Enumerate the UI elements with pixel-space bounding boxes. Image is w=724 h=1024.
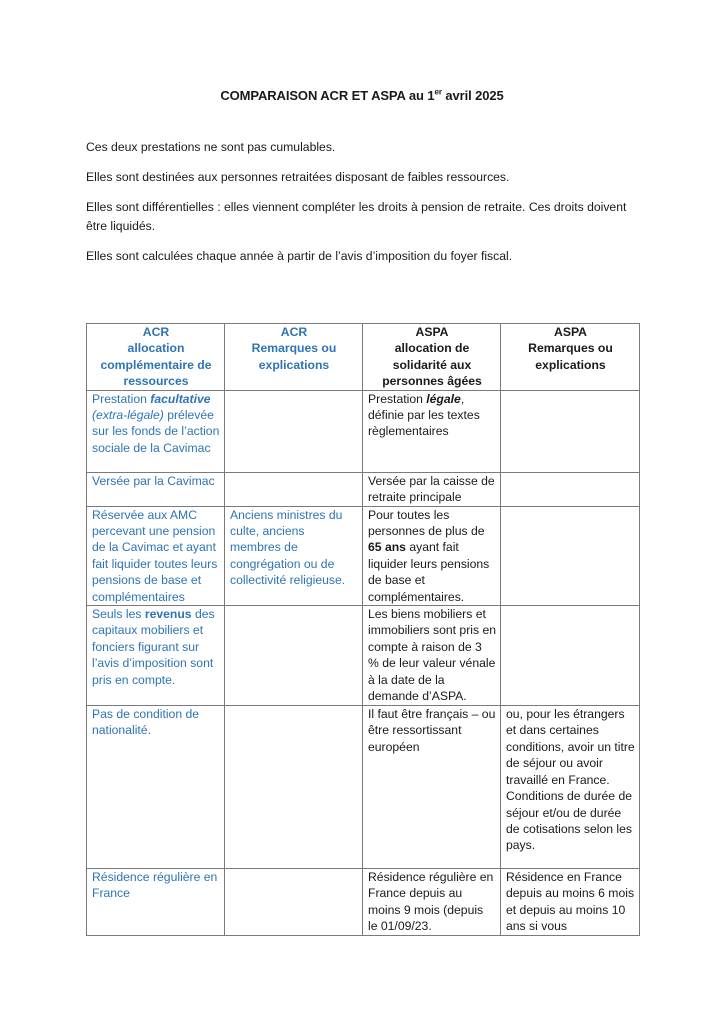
- text: ayant fait liquider leurs pensions de base et complémentaires.: [368, 540, 490, 604]
- cell-aspa-remarks: Résidence en France depuis au moins 6 mois et depuis au moins 10 ans si vous: [501, 869, 640, 936]
- table-row: [87, 390, 640, 472]
- table-header-row: [87, 324, 640, 391]
- title-superscript: er: [434, 87, 442, 97]
- cell-acr-remarks: [225, 606, 363, 706]
- header-sublabel: Remarques ou explications: [251, 341, 337, 372]
- cell-aspa: [363, 390, 501, 472]
- header-label: ASPA: [554, 325, 587, 339]
- cell-aspa-remarks: [501, 606, 640, 706]
- cell-acr-remarks: [225, 390, 363, 472]
- cell-aspa: Les biens mobiliers et immobiliers sont pris en compte à raison de 3 % de leur valeur vénale à la date de la demande d’ASPA.: [363, 606, 501, 706]
- cell-aspa-remarks: ou, pour les étrangers et dans certaines conditions, avoir un titre de séjour ou avoir travaillé en France. Conditions de durée de séjour et/ou de durée de cotisations selon les pays.: [501, 706, 640, 869]
- header-acr: [87, 324, 225, 391]
- emphasis-text: légale: [426, 391, 461, 406]
- table-row: [87, 506, 640, 605]
- intro-paragraph-4: Elles sont calculées chaque année à partir de l’avis d’imposition du foyer fiscal.: [86, 249, 513, 263]
- header-acr-remarks: [225, 324, 363, 391]
- table-row: [87, 869, 640, 936]
- cell-acr-remarks: Anciens ministres du culte, anciens membres de congrégation ou de collectivité religieuse.: [225, 506, 363, 605]
- header-sublabel: allocation complémentaire de ressources: [100, 341, 212, 389]
- cell-acr: [87, 606, 225, 706]
- cell-acr-remarks: [225, 869, 363, 936]
- page-title: [0, 88, 724, 103]
- text: Pour toutes les personnes de plus de: [368, 507, 485, 539]
- intro-paragraph-1: Ces deux prestations ne sont pas cumulables.: [86, 140, 336, 154]
- header-label: ASPA: [415, 325, 449, 339]
- cell-acr: Réservée aux AMC percevant une pension de la Cavimac et ayant fait liquider toutes leurs pensions de base et complémentaires: [87, 506, 225, 605]
- cell-aspa: Résidence régulière en France depuis au moins 9 mois (depuis le 01/09/23.: [363, 869, 501, 936]
- cell-aspa-remarks: [501, 506, 640, 605]
- table-row: [87, 606, 640, 706]
- header-sublabel: Remarques ou explications: [528, 341, 613, 372]
- cell-acr-remarks: [225, 472, 363, 506]
- intro-paragraph-2: Elles sont destinées aux personnes retraitées disposant de faibles ressources.: [86, 170, 510, 184]
- text: Prestation: [92, 391, 151, 406]
- cell-acr: Versée par la Cavimac: [87, 472, 225, 506]
- cell-aspa: Il faut être français – ou être ressortissant européen: [363, 706, 501, 869]
- emphasis-text: facultative: [150, 391, 211, 406]
- header-sublabel: allocation de solidarité aux personnes âgées: [382, 341, 482, 389]
- bold-text: 65 ans: [368, 540, 406, 555]
- comparison-table: [86, 323, 640, 936]
- table-row: [87, 706, 640, 869]
- text: Prestation: [368, 391, 427, 406]
- cell-aspa: Versée par la caisse de retraite principale: [363, 472, 501, 506]
- cell-acr: Pas de condition de nationalité.: [87, 706, 225, 869]
- table-row: [87, 472, 640, 506]
- cell-acr: Résidence régulière en France: [87, 869, 225, 936]
- header-label: ACR: [280, 325, 308, 339]
- cell-aspa-remarks: [501, 390, 640, 472]
- italic-text: (extra-légale): [92, 408, 164, 423]
- text: prélevée sur les fonds de l’action sociale de la Cavimac: [92, 408, 220, 455]
- header-label: ACR: [142, 325, 170, 339]
- header-aspa-remarks: [501, 324, 640, 391]
- cell-acr-remarks: [225, 706, 363, 869]
- bold-text: revenus: [144, 607, 192, 622]
- header-aspa: [363, 324, 501, 391]
- text: des capitaux mobiliers et fonciers figurant sur l’avis d’imposition sont pris en compte.: [92, 607, 215, 687]
- title-text-end: avril 2025: [441, 88, 504, 103]
- cell-aspa: [363, 506, 501, 605]
- cell-aspa-remarks: [501, 472, 640, 506]
- cell-acr: [87, 390, 225, 472]
- text: , définie par les textes règlementaires: [368, 391, 480, 439]
- text: Seuls les: [92, 607, 145, 622]
- intro-paragraph-3: Elles sont différentielles : elles viennent compléter les droits à pension de retraite. Ces droits doivent être liquidés.: [86, 200, 627, 233]
- title-text: COMPARAISON ACR ET ASPA au 1: [220, 88, 435, 103]
